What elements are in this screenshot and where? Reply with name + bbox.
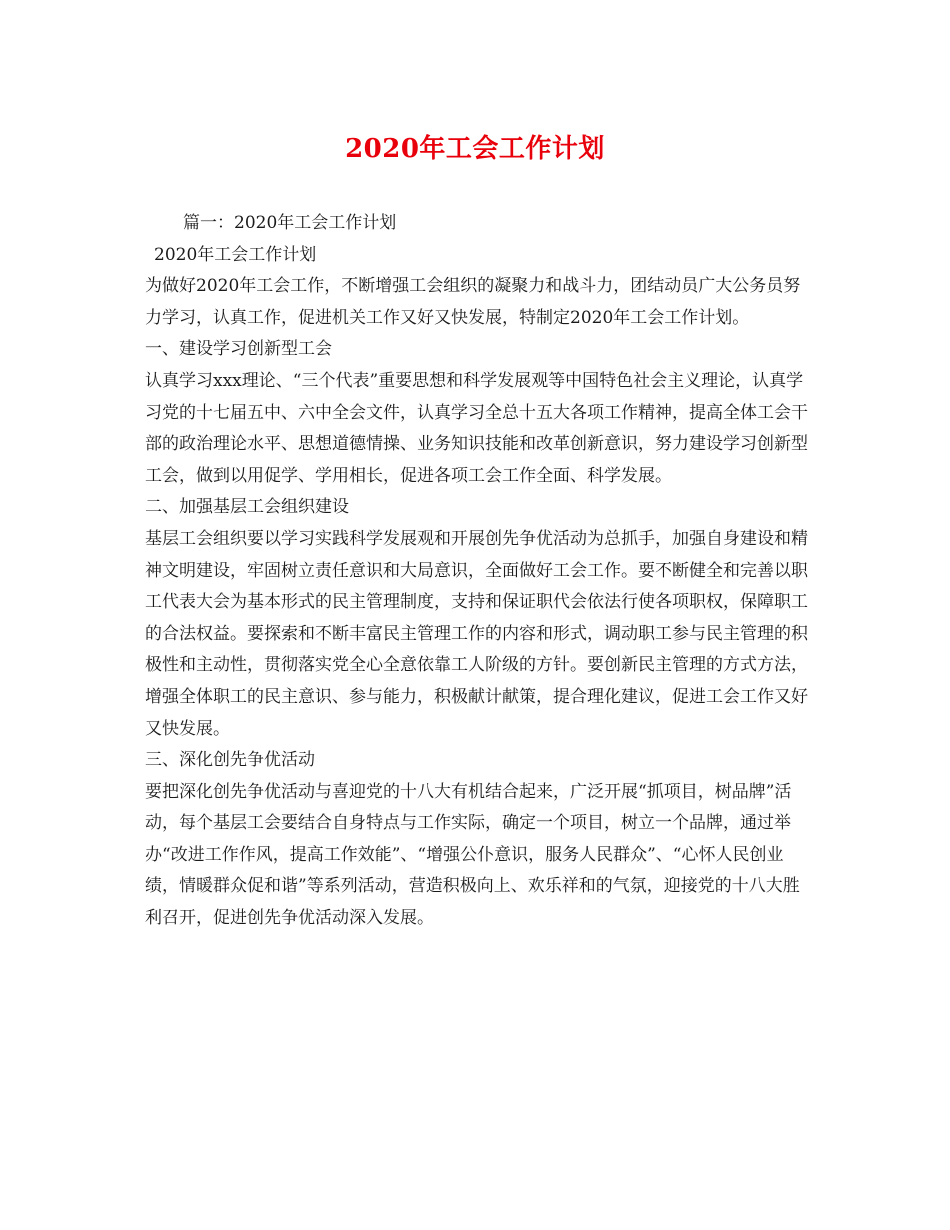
section-heading: 一、建设学习创新型工会 (145, 339, 332, 360)
section-paragraph: 基层工会组织要以学习实践科学发展观和开展创先争优活动为总抓手，加强自身建设和精神文明建设，牢固树立责任意识和大局意识，全面做好工会工作。要不断健全和完善以职工代表大会为基本形式的民主管理制度，支持和保证职代会依法行使各项职权，保障职工的合法权益。要探索和不断丰富民主管理工作的内容和形式，调动职工参与民主管理的积极性和主动性，贯彻落实党全心全意依靠工人阶级的方针。要创新民主管理的方式方法，增强全体职工的民主意识、参与能力，积极献计献策，提合理化建议，促进工会工作又好又快发展。 (145, 528, 808, 739)
subtitle-line: 篇一：2020年工会工作计划 (183, 213, 397, 233)
section-heading: 二、加强基层工会组织建设 (145, 497, 349, 518)
section-heading: 三、深化创先争优活动 (145, 750, 315, 771)
subtitle-line: 2020年工会工作计划 (154, 244, 317, 265)
section-paragraph: 认真学习xxx理论、“三个代表”重要思想和科学发展观等中国特色社会主义理论，认真学习党的十七届五中、六中全会文件，认真学习全总十五大各项工作精神，提高全体工会干部的政治理论水平、思想道德情操、业务知识技能和改革创新意识，努力建设学习创新型工会，做到以用促学、学用相长，促进各项工会工作全面、科学发展。 (145, 370, 808, 486)
section-paragraph: 要把深化创先争优活动与喜迎党的十八大有机结合起来，广泛开展“抓项目，树品牌”活动，每个基层工会要结合自身特点与工作实际，确定一个项目，树立一个品牌，通过举办“改进工作作风，提高工作效能”、“增强公仆意识，服务人民群众”、“心怀人民创业绩，情暖群众促和谐”等系列活动，营造积极向上、欢乐祥和的气氛，迎接党的十八大胜利召开，促进创先争优活动深入发展。 (145, 781, 800, 929)
document-body (145, 208, 813, 935)
document-title: 2020年工会工作计划 (345, 134, 605, 164)
intro-paragraph: 为做好2020年工会工作，不断增强工会组织的凝聚力和战斗力，团结动员广大公务员努力学习，认真工作，促进机关工作又好又快发展，特制定2020年工会工作计划。 (145, 276, 801, 328)
